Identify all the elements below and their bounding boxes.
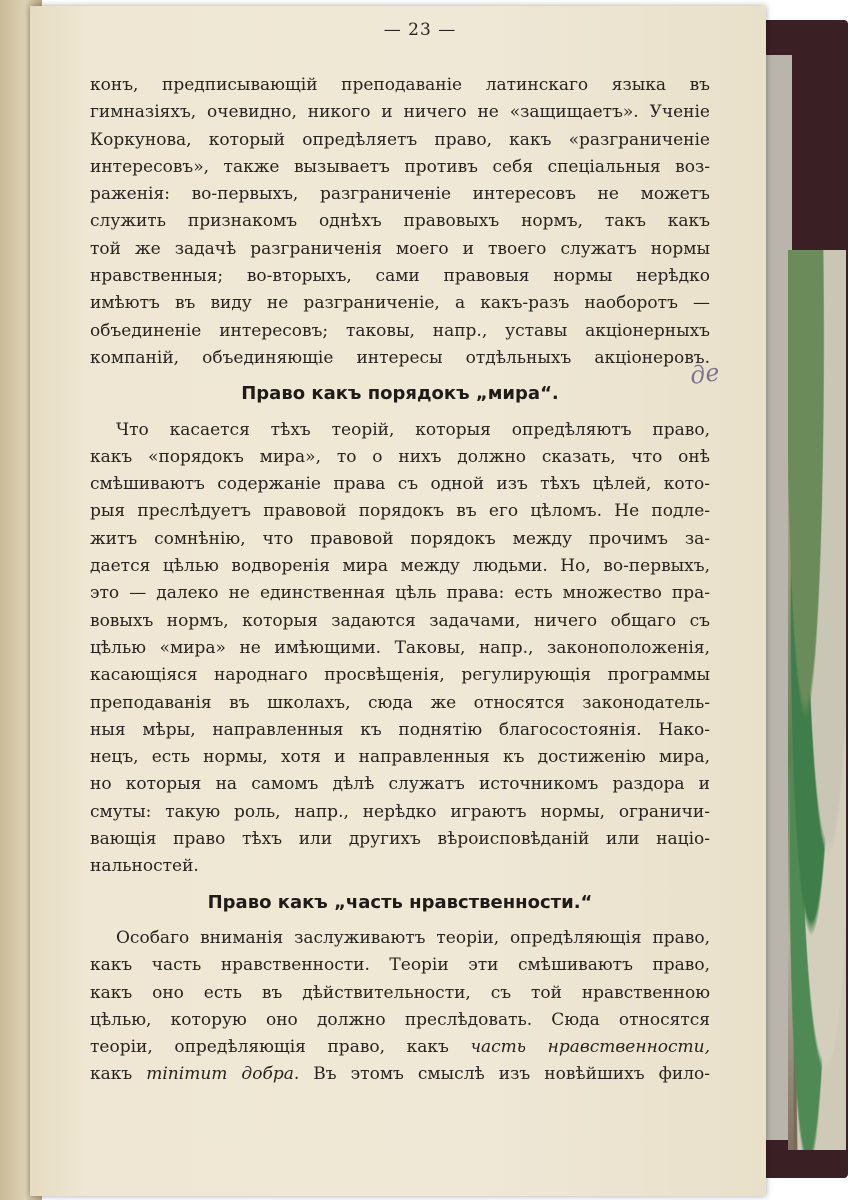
text-line: интересовъ», также вызываетъ противъ себя спеціальныя воз- (90, 156, 710, 177)
text-line: смуты: такую роль, напр., нерѣдко играютъ нормы, ограничи- (90, 801, 710, 822)
section-heading-peace: Право какъ порядокъ „мира“. (241, 383, 559, 405)
text-line: конъ, предписывающій преподаваніе латинскаго языка въ (90, 75, 710, 95)
peace-paragraph (90, 417, 710, 881)
page-number: — 23 — (383, 20, 457, 40)
italic-term: minimum добра (146, 1064, 294, 1085)
text-line: рыя преслѣдуетъ правовой порядокъ въ его цѣломъ. Не подле- (90, 501, 710, 522)
text-line (90, 1034, 710, 1061)
page-text (90, 72, 710, 1089)
text-line: житъ сомнѣнію, что правовой порядокъ между прочимъ за- (90, 528, 710, 549)
text-line: нецъ, есть нормы, хотя и направленныя къ достиженію мира, (90, 747, 710, 768)
text-line: какъ часть нравственности. Теоріи эти смѣшиваютъ право, (90, 955, 710, 976)
text-line: Особаго вниманія заслуживаютъ теоріи, опредѣляющія право, (116, 927, 710, 948)
marbled-endpaper (788, 250, 846, 1150)
text-line: касающіяся народнаго просвѣщенія, регулирующія программы (90, 665, 710, 686)
text-line: какъ «порядокъ мира», то о нихъ должно сказать, что онѣ (90, 446, 710, 467)
text-line: нравственныя; во-вторыхъ, сами правовыя нормы нерѣдко (90, 266, 710, 287)
text-line: компаній, объединяющіе интересы отдѣльныхъ акціонеровъ. (90, 347, 710, 368)
text-line: ныя мѣры, направленныя къ поднятію благосостоянія. Нако- (90, 719, 710, 740)
text-line: цѣлью «мира» не имѣющими. Таковы, напр., законоположенія, (90, 637, 710, 658)
text-line: Что касается тѣхъ теорій, которыя опредѣляютъ право, (116, 419, 710, 440)
handwritten-margin-note: де (688, 358, 722, 390)
text-line (90, 1061, 710, 1088)
text-fragment: . Въ этомъ смыслѣ изъ новѣйшихъ фило- (293, 1064, 710, 1085)
text-line: цѣлью, которую оно должно преслѣдовать. Сюда относятся (90, 1009, 710, 1030)
text-line: преподаванія въ школахъ, сюда же относятся законодатель- (90, 692, 710, 713)
text-line: Коркунова, который опредѣляетъ право, какъ «разграниченіе (90, 129, 710, 150)
text-fragment: какъ (90, 1064, 147, 1085)
text-line: объединеніе интересовъ; таковы, напр., уставы акціонерныхъ (90, 320, 710, 341)
text-line: смѣшиваютъ содержаніе права съ одной изъ тѣхъ цѣлей, кото- (90, 474, 710, 495)
text-line: служить признакомъ однѣхъ правовыхъ нормъ, такъ какъ (90, 211, 710, 232)
text-line: раженія: во-первыхъ, разграниченіе интересовъ не можетъ (90, 184, 710, 205)
section-heading-morality: Право какъ „часть нравственности.“ (207, 891, 593, 913)
intro-paragraph (90, 72, 710, 372)
text-line: вающія право тѣхъ или другихъ вѣроисповѣданій или націо- (90, 829, 710, 850)
text-fragment: теоріи, опредѣляющія право, какъ (90, 1037, 471, 1058)
text-line: нальностей. (90, 856, 199, 877)
text-line: гимназіяхъ, очевидно, никого и ничего не «защищаетъ». Ученіе (90, 102, 710, 123)
text-line: но которыя на самомъ дѣлѣ служатъ источникомъ раздора и (90, 774, 710, 795)
text-line: той же задачѣ разграниченія моего и твоего служатъ нормы (90, 238, 710, 259)
text-line: вовыхъ нормъ, которыя задаются задачами, ничего общаго съ (90, 610, 710, 631)
italic-term: часть нравственности, (470, 1037, 710, 1058)
text-line: это — далеко не единственная цѣль права: есть множество пра- (90, 583, 710, 604)
text-line: дается цѣлью водворенія мира между людьми. Но, во-первыхъ, (90, 556, 710, 577)
text-line: какъ оно есть въ дѣйствительности, съ той нравственною (90, 982, 710, 1003)
morality-paragraph (90, 925, 710, 1089)
book-page (30, 6, 766, 1196)
text-line: имѣютъ въ виду не разграниченіе, а какъ-разъ наоборотъ — (90, 293, 710, 314)
